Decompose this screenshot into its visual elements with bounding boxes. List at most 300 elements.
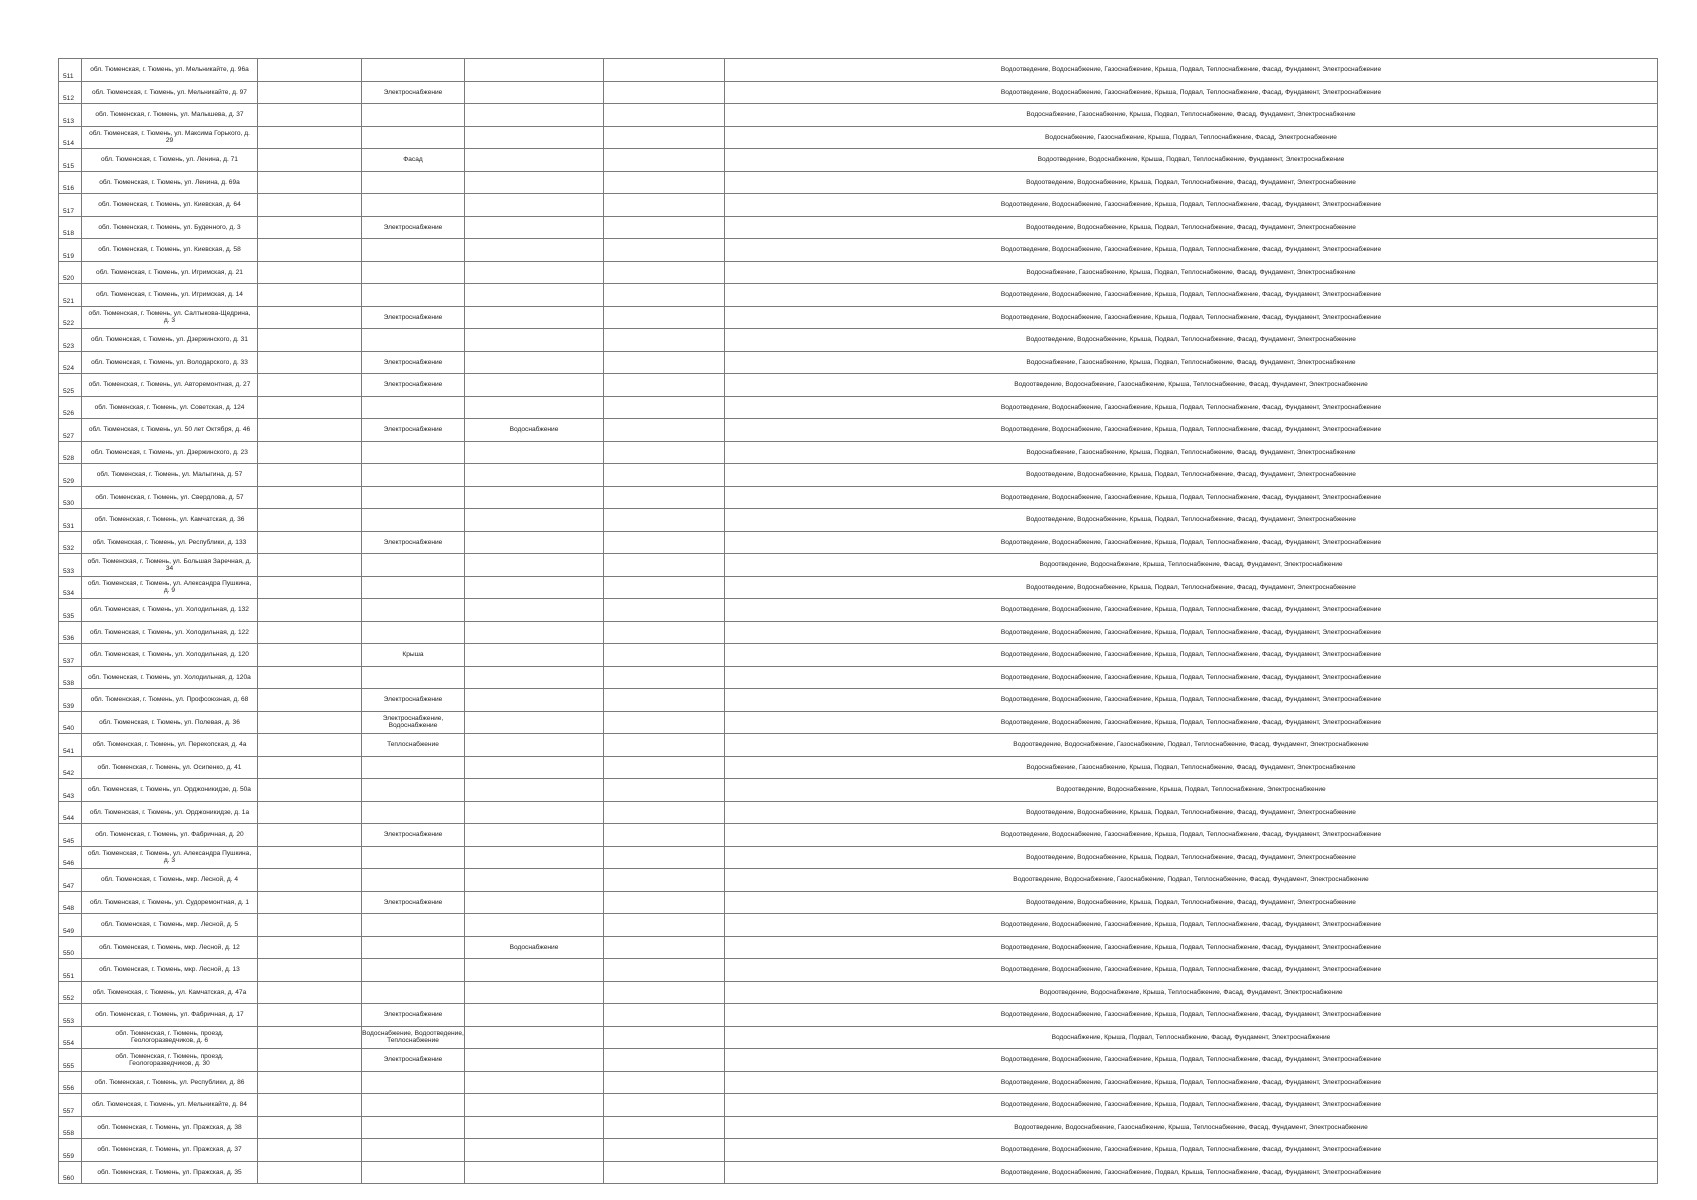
column-3-cell — [258, 59, 362, 82]
column-5-cell — [465, 689, 604, 712]
column-4-cell — [362, 59, 465, 82]
column-6-cell — [604, 1139, 725, 1162]
row-number-cell: 521 — [59, 284, 82, 307]
column-4-cell: Электроснабжение — [362, 824, 465, 847]
column-5-cell — [465, 666, 604, 689]
works-list-cell: Водоотведение, Водоснабжение, Газоснабжение, Крыша, Подвал, Теплоснабжение, Фасад, Фундамент, Электроснабжение — [725, 81, 1658, 104]
column-5-cell — [465, 531, 604, 554]
column-4-cell — [362, 801, 465, 824]
works-list-cell: Водоснабжение, Газоснабжение, Крыша, Подвал, Теплоснабжение, Фасад, Фундамент, Электроснабжение — [725, 104, 1658, 127]
column-5-cell — [465, 1116, 604, 1139]
table-row — [59, 644, 1658, 667]
address-cell: обл. Тюменская, г. Тюмень, ул. Салтыкова-Щедрина, д. 3 — [82, 306, 258, 329]
works-list-cell: Водоотведение, Водоснабжение, Крыша, Подвал, Теплоснабжение, Фасад, Фундамент, Электроснабжение — [725, 464, 1658, 487]
works-list-cell: Водоотведение, Водоснабжение, Крыша, Теплоснабжение, Фасад, Фундамент, Электроснабжение — [725, 554, 1658, 577]
row-number-cell: 532 — [59, 531, 82, 554]
column-5-cell — [465, 1139, 604, 1162]
address-cell: обл. Тюменская, г. Тюмень, мкр. Лесной, д. 13 — [82, 959, 258, 982]
column-6-cell — [604, 666, 725, 689]
column-5-cell — [465, 801, 604, 824]
address-cell: обл. Тюменская, г. Тюмень, ул. Малыгина, д. 57 — [82, 464, 258, 487]
column-3-cell — [258, 239, 362, 262]
column-5-cell — [465, 1094, 604, 1117]
column-3-cell — [258, 464, 362, 487]
row-number-cell: 526 — [59, 396, 82, 419]
row-number-cell: 514 — [59, 126, 82, 149]
address-cell: обл. Тюменская, г. Тюмень, ул. Киевская, д. 58 — [82, 239, 258, 262]
works-list-cell: Водоотведение, Водоснабжение, Газоснабжение, Крыша, Подвал, Теплоснабжение, Фасад, Фундамент, Электроснабжение — [725, 666, 1658, 689]
row-number-cell: 554 — [59, 1026, 82, 1049]
address-cell: обл. Тюменская, г. Тюмень, мкр. Лесной, д. 5 — [82, 914, 258, 937]
column-5-cell — [465, 284, 604, 307]
table-row — [59, 891, 1658, 914]
table-row — [59, 1161, 1658, 1184]
table-row — [59, 509, 1658, 532]
column-4-cell — [362, 914, 465, 937]
table-row — [59, 104, 1658, 127]
table-row — [59, 464, 1658, 487]
address-cell: обл. Тюменская, г. Тюмень, ул. Пражская, д. 38 — [82, 1116, 258, 1139]
column-6-cell — [604, 81, 725, 104]
table-row — [59, 1049, 1658, 1072]
table-row — [59, 711, 1658, 734]
table-row — [59, 959, 1658, 982]
address-cell: обл. Тюменская, г. Тюмень, ул. Володарского, д. 33 — [82, 351, 258, 374]
row-number-cell: 556 — [59, 1071, 82, 1094]
address-cell: обл. Тюменская, г. Тюмень, проезд. Геологоразведчиков, д. 6 — [82, 1026, 258, 1049]
column-5-cell — [465, 576, 604, 599]
address-cell: обл. Тюменская, г. Тюмень, ул. Александра Пушкина, д. 3 — [82, 846, 258, 869]
table-row — [59, 419, 1658, 442]
column-3-cell — [258, 216, 362, 239]
column-4-cell — [362, 441, 465, 464]
column-4-cell — [362, 869, 465, 892]
row-number-cell: 517 — [59, 194, 82, 217]
column-3-cell — [258, 126, 362, 149]
column-5-cell — [465, 621, 604, 644]
works-list-cell: Водоотведение, Водоснабжение, Газоснабжение, Крыша, Подвал, Теплоснабжение, Фасад, Фундамент, Электроснабжение — [725, 284, 1658, 307]
column-5-cell — [465, 486, 604, 509]
column-4-cell — [362, 261, 465, 284]
works-list-cell: Водоотведение, Водоснабжение, Крыша, Подвал, Теплоснабжение, Электроснабжение — [725, 779, 1658, 802]
address-cell: обл. Тюменская, г. Тюмень, мкр. Лесной, д. 4 — [82, 869, 258, 892]
row-number-cell: 524 — [59, 351, 82, 374]
column-4-cell — [362, 1116, 465, 1139]
column-5-cell — [465, 171, 604, 194]
column-4-cell — [362, 464, 465, 487]
row-number-cell: 516 — [59, 171, 82, 194]
column-5-cell: Водоснабжение — [465, 936, 604, 959]
works-list-cell: Водоотведение, Водоснабжение, Газоснабжение, Крыша, Подвал, Теплоснабжение, Фасад, Фундамент, Электроснабжение — [725, 396, 1658, 419]
works-list-cell: Водоотведение, Водоснабжение, Газоснабжение, Подвал, Теплоснабжение, Фасад, Фундамент, Электроснабжение — [725, 869, 1658, 892]
column-3-cell — [258, 1004, 362, 1027]
address-cell: обл. Тюменская, г. Тюмень, ул. Фабричная, д. 17 — [82, 1004, 258, 1027]
column-5-cell — [465, 464, 604, 487]
table-row — [59, 149, 1658, 172]
table-row — [59, 981, 1658, 1004]
address-cell: обл. Тюменская, г. Тюмень, ул. Холодильная, д. 122 — [82, 621, 258, 644]
address-cell: обл. Тюменская, г. Тюмень, ул. Максима Горького, д. 29 — [82, 126, 258, 149]
column-3-cell — [258, 1094, 362, 1117]
column-6-cell — [604, 801, 725, 824]
works-list-cell: Водоотведение, Водоснабжение, Газоснабжение, Крыша, Подвал, Теплоснабжение, Фасад, Фундамент, Электроснабжение — [725, 689, 1658, 712]
works-list-cell: Водоотведение, Водоснабжение, Крыша, Подвал, Теплоснабжение, Фасад, Фундамент, Электроснабжение — [725, 846, 1658, 869]
row-number-cell: 527 — [59, 419, 82, 442]
row-number-cell: 550 — [59, 936, 82, 959]
column-3-cell — [258, 554, 362, 577]
works-list-cell: Водоотведение, Водоснабжение, Газоснабжение, Крыша, Теплоснабжение, Фасад, Фундамент, Электроснабжение — [725, 1116, 1658, 1139]
column-4-cell: Электроснабжение — [362, 216, 465, 239]
works-list-cell: Водоотведение, Водоснабжение, Крыша, Подвал, Теплоснабжение, Фасад, Фундамент, Электроснабжение — [725, 576, 1658, 599]
table-row — [59, 531, 1658, 554]
column-6-cell — [604, 306, 725, 329]
row-number-cell: 552 — [59, 981, 82, 1004]
column-3-cell — [258, 171, 362, 194]
row-number-cell: 522 — [59, 306, 82, 329]
column-4-cell — [362, 171, 465, 194]
column-4-cell — [362, 194, 465, 217]
column-6-cell — [604, 59, 725, 82]
column-5-cell — [465, 81, 604, 104]
column-5-cell — [465, 329, 604, 352]
table-row — [59, 779, 1658, 802]
address-cell: обл. Тюменская, г. Тюмень, ул. Пражская, д. 35 — [82, 1161, 258, 1184]
table-row — [59, 869, 1658, 892]
column-5-cell — [465, 711, 604, 734]
column-3-cell — [258, 1026, 362, 1049]
column-4-cell — [362, 329, 465, 352]
column-5-cell — [465, 261, 604, 284]
column-4-cell — [362, 981, 465, 1004]
column-3-cell — [258, 846, 362, 869]
works-list-cell: Водоотведение, Водоснабжение, Газоснабжение, Крыша, Подвал, Теплоснабжение, Фасад, Фундамент, Электроснабжение — [725, 936, 1658, 959]
address-cell: обл. Тюменская, г. Тюмень, ул. Камчатская, д. 36 — [82, 509, 258, 532]
address-cell: обл. Тюменская, г. Тюмень, ул. Мельникайте, д. 84 — [82, 1094, 258, 1117]
works-list-cell: Водоотведение, Водоснабжение, Газоснабжение, Крыша, Подвал, Теплоснабжение, Фасад, Фундамент, Электроснабжение — [725, 1139, 1658, 1162]
column-5-cell — [465, 306, 604, 329]
column-3-cell — [258, 441, 362, 464]
column-6-cell — [604, 936, 725, 959]
column-5-cell — [465, 216, 604, 239]
column-4-cell — [362, 126, 465, 149]
column-6-cell — [604, 104, 725, 127]
row-number-cell: 539 — [59, 689, 82, 712]
table-row — [59, 171, 1658, 194]
column-3-cell — [258, 374, 362, 397]
table-row — [59, 126, 1658, 149]
column-6-cell — [604, 509, 725, 532]
column-6-cell — [604, 149, 725, 172]
table-row — [59, 666, 1658, 689]
row-number-cell: 545 — [59, 824, 82, 847]
column-4-cell — [362, 666, 465, 689]
works-list-cell: Водоснабжение, Газоснабжение, Крыша, Подвал, Теплоснабжение, Фасад, Электроснабжение — [725, 126, 1658, 149]
column-6-cell — [604, 756, 725, 779]
column-5-cell — [465, 149, 604, 172]
table-row — [59, 1139, 1658, 1162]
works-list-cell: Водоотведение, Водоснабжение, Газоснабжение, Подвал, Крыша, Теплоснабжение, Фасад, Фундамент, Электроснабжение — [725, 1161, 1658, 1184]
column-3-cell — [258, 194, 362, 217]
column-5-cell — [465, 869, 604, 892]
row-number-cell: 534 — [59, 576, 82, 599]
row-number-cell: 542 — [59, 756, 82, 779]
address-cell: обл. Тюменская, г. Тюмень, ул. Фабричная, д. 20 — [82, 824, 258, 847]
row-number-cell: 519 — [59, 239, 82, 262]
row-number-cell: 523 — [59, 329, 82, 352]
table-row — [59, 351, 1658, 374]
table-row — [59, 194, 1658, 217]
column-4-cell — [362, 756, 465, 779]
table-row — [59, 1071, 1658, 1094]
column-4-cell: Электроснабжение — [362, 891, 465, 914]
works-list-cell: Водоотведение, Водоснабжение, Газоснабжение, Крыша, Подвал, Теплоснабжение, Фасад, Фундамент, Электроснабжение — [725, 239, 1658, 262]
address-cell: обл. Тюменская, г. Тюмень, ул. Мельникайте, д. 96а — [82, 59, 258, 82]
works-list-cell: Водоотведение, Водоснабжение, Газоснабжение, Крыша, Подвал, Теплоснабжение, Фасад, Фундамент, Электроснабжение — [725, 59, 1658, 82]
works-list-cell: Водоотведение, Водоснабжение, Крыша, Подвал, Теплоснабжение, Фасад, Фундамент, Электроснабжение — [725, 891, 1658, 914]
column-5-cell — [465, 351, 604, 374]
row-number-cell: 551 — [59, 959, 82, 982]
column-4-cell — [362, 396, 465, 419]
works-list-cell: Водоотведение, Водоснабжение, Крыша, Подвал, Теплоснабжение, Фасад, Фундамент, Электроснабжение — [725, 329, 1658, 352]
address-cell: обл. Тюменская, г. Тюмень, ул. Игримская, д. 21 — [82, 261, 258, 284]
address-cell: обл. Тюменская, г. Тюмень, ул. Орджоникидзе, д. 50а — [82, 779, 258, 802]
works-list-cell: Водоотведение, Водоснабжение, Газоснабжение, Крыша, Подвал, Теплоснабжение, Фасад, Фундамент, Электроснабжение — [725, 1004, 1658, 1027]
table-row — [59, 801, 1658, 824]
column-3-cell — [258, 576, 362, 599]
row-number-cell: 511 — [59, 59, 82, 82]
address-cell: обл. Тюменская, г. Тюмень, ул. Холодильная, д. 120а — [82, 666, 258, 689]
column-3-cell — [258, 621, 362, 644]
address-cell: обл. Тюменская, г. Тюмень, ул. Орджоникидзе, д. 1а — [82, 801, 258, 824]
column-5-cell — [465, 441, 604, 464]
column-6-cell — [604, 464, 725, 487]
address-cell: обл. Тюменская, г. Тюмень, ул. Ленина, д. 71 — [82, 149, 258, 172]
address-cell: обл. Тюменская, г. Тюмень, ул. Республики, д. 133 — [82, 531, 258, 554]
works-list-cell: Водоотведение, Водоснабжение, Газоснабжение, Крыша, Подвал, Теплоснабжение, Фасад, Фундамент, Электроснабжение — [725, 419, 1658, 442]
column-5-cell — [465, 1049, 604, 1072]
column-4-cell: Электроснабжение — [362, 689, 465, 712]
column-3-cell — [258, 599, 362, 622]
address-cell: обл. Тюменская, г. Тюмень, проезд. Геологоразведчиков, д. 30 — [82, 1049, 258, 1072]
column-6-cell — [604, 284, 725, 307]
column-6-cell — [604, 126, 725, 149]
address-cell: обл. Тюменская, г. Тюмень, мкр. Лесной, д. 12 — [82, 936, 258, 959]
column-3-cell — [258, 531, 362, 554]
column-3-cell — [258, 1139, 362, 1162]
row-number-cell: 535 — [59, 599, 82, 622]
table-row — [59, 396, 1658, 419]
column-4-cell — [362, 554, 465, 577]
works-list-cell: Водоотведение, Водоснабжение, Газоснабжение, Крыша, Подвал, Теплоснабжение, Фасад, Фундамент, Электроснабжение — [725, 914, 1658, 937]
works-list-cell: Водоотведение, Водоснабжение, Газоснабжение, Крыша, Подвал, Теплоснабжение, Фасад, Фундамент, Электроснабжение — [725, 621, 1658, 644]
column-4-cell: Электроснабжение — [362, 351, 465, 374]
column-3-cell — [258, 824, 362, 847]
column-5-cell — [465, 554, 604, 577]
column-4-cell — [362, 1161, 465, 1184]
column-3-cell — [258, 711, 362, 734]
column-3-cell — [258, 734, 362, 757]
column-5-cell — [465, 374, 604, 397]
column-5-cell — [465, 194, 604, 217]
housing-works-table — [58, 58, 1658, 1184]
column-5-cell — [465, 509, 604, 532]
table-row — [59, 734, 1658, 757]
address-cell: обл. Тюменская, г. Тюмень, ул. Буденного, д. 3 — [82, 216, 258, 239]
column-6-cell — [604, 1161, 725, 1184]
column-6-cell — [604, 239, 725, 262]
row-number-cell: 543 — [59, 779, 82, 802]
column-3-cell — [258, 419, 362, 442]
column-5-cell — [465, 239, 604, 262]
column-3-cell — [258, 509, 362, 532]
column-3-cell — [258, 306, 362, 329]
column-6-cell — [604, 441, 725, 464]
works-list-cell: Водоотведение, Водоснабжение, Газоснабжение, Крыша, Подвал, Теплоснабжение, Фасад, Фундамент, Электроснабжение — [725, 824, 1658, 847]
address-cell: обл. Тюменская, г. Тюмень, ул. Игримская, д. 14 — [82, 284, 258, 307]
works-list-cell: Водоотведение, Водоснабжение, Газоснабжение, Крыша, Подвал, Теплоснабжение, Фасад, Фундамент, Электроснабжение — [725, 959, 1658, 982]
table-row — [59, 1004, 1658, 1027]
row-number-cell: 538 — [59, 666, 82, 689]
column-6-cell — [604, 261, 725, 284]
column-6-cell — [604, 1004, 725, 1027]
works-list-cell: Водоотведение, Водоснабжение, Крыша, Подвал, Теплоснабжение, Фасад, Фундамент, Электроснабжение — [725, 509, 1658, 532]
address-cell: обл. Тюменская, г. Тюмень, ул. 50 лет Октября, д. 46 — [82, 419, 258, 442]
table-row — [59, 1094, 1658, 1117]
column-6-cell — [604, 374, 725, 397]
column-4-cell: Электроснабжение, Водоснабжение — [362, 711, 465, 734]
column-3-cell — [258, 149, 362, 172]
row-number-cell: 513 — [59, 104, 82, 127]
column-5-cell — [465, 734, 604, 757]
works-list-cell: Водоснабжение, Газоснабжение, Крыша, Подвал, Теплоснабжение, Фасад, Фундамент, Электроснабжение — [725, 351, 1658, 374]
column-4-cell: Теплоснабжение — [362, 734, 465, 757]
column-5-cell — [465, 756, 604, 779]
column-6-cell — [604, 194, 725, 217]
works-list-cell: Водоотведение, Водоснабжение, Газоснабжение, Крыша, Подвал, Теплоснабжение, Фасад, Фундамент, Электроснабжение — [725, 1049, 1658, 1072]
column-3-cell — [258, 914, 362, 937]
column-3-cell — [258, 261, 362, 284]
column-3-cell — [258, 689, 362, 712]
column-5-cell — [465, 779, 604, 802]
works-list-cell: Водоотведение, Водоснабжение, Газоснабжение, Крыша, Подвал, Теплоснабжение, Фасад, Фундамент, Электроснабжение — [725, 306, 1658, 329]
column-4-cell: Электроснабжение — [362, 1004, 465, 1027]
row-number-cell: 520 — [59, 261, 82, 284]
row-number-cell: 530 — [59, 486, 82, 509]
column-3-cell — [258, 81, 362, 104]
row-number-cell: 518 — [59, 216, 82, 239]
column-3-cell — [258, 801, 362, 824]
works-list-cell: Водоотведение, Водоснабжение, Газоснабжение, Крыша, Подвал, Теплоснабжение, Фасад, Фундамент, Электроснабжение — [725, 644, 1658, 667]
column-6-cell — [604, 171, 725, 194]
row-number-cell: 557 — [59, 1094, 82, 1117]
column-3-cell — [258, 869, 362, 892]
column-6-cell — [604, 351, 725, 374]
row-number-cell: 560 — [59, 1161, 82, 1184]
column-4-cell: Электроснабжение — [362, 419, 465, 442]
column-6-cell — [604, 576, 725, 599]
row-number-cell: 515 — [59, 149, 82, 172]
column-5-cell — [465, 126, 604, 149]
column-6-cell — [604, 891, 725, 914]
row-number-cell: 558 — [59, 1116, 82, 1139]
column-4-cell: Фасад — [362, 149, 465, 172]
column-5-cell — [465, 1161, 604, 1184]
column-5-cell — [465, 914, 604, 937]
column-6-cell — [604, 1116, 725, 1139]
address-cell: обл. Тюменская, г. Тюмень, ул. Республики, д. 86 — [82, 1071, 258, 1094]
column-3-cell — [258, 779, 362, 802]
address-cell: обл. Тюменская, г. Тюмень, ул. Пражская, д. 37 — [82, 1139, 258, 1162]
column-6-cell — [604, 486, 725, 509]
row-number-cell: 553 — [59, 1004, 82, 1027]
column-4-cell — [362, 846, 465, 869]
column-3-cell — [258, 981, 362, 1004]
works-list-cell: Водоотведение, Водоснабжение, Газоснабжение, Крыша, Подвал, Теплоснабжение, Фасад, Фундамент, Электроснабжение — [725, 194, 1658, 217]
table-row — [59, 284, 1658, 307]
column-6-cell — [604, 1026, 725, 1049]
works-list-cell: Водоснабжение, Газоснабжение, Крыша, Подвал, Теплоснабжение, Фасад, Фундамент, Электроснабжение — [725, 261, 1658, 284]
column-5-cell — [465, 1004, 604, 1027]
column-6-cell — [604, 396, 725, 419]
table-row — [59, 914, 1658, 937]
row-number-cell: 531 — [59, 509, 82, 532]
column-5-cell — [465, 59, 604, 82]
column-5-cell — [465, 644, 604, 667]
address-cell: обл. Тюменская, г. Тюмень, ул. Судоремонтная, д. 1 — [82, 891, 258, 914]
column-5-cell — [465, 1026, 604, 1049]
column-6-cell — [604, 1071, 725, 1094]
address-cell: обл. Тюменская, г. Тюмень, ул. Большая Заречная, д. 34 — [82, 554, 258, 577]
column-4-cell — [362, 104, 465, 127]
row-number-cell: 528 — [59, 441, 82, 464]
address-cell: обл. Тюменская, г. Тюмень, ул. Дзержинского, д. 23 — [82, 441, 258, 464]
works-list-cell: Водоснабжение, Крыша, Подвал, Теплоснабжение, Фасад, Фундамент, Электроснабжение — [725, 1026, 1658, 1049]
column-3-cell — [258, 104, 362, 127]
column-6-cell — [604, 554, 725, 577]
works-list-cell: Водоотведение, Водоснабжение, Газоснабжение, Крыша, Подвал, Теплоснабжение, Фасад, Фундамент, Электроснабжение — [725, 1071, 1658, 1094]
column-6-cell — [604, 779, 725, 802]
column-5-cell — [465, 396, 604, 419]
works-list-cell: Водоотведение, Водоснабжение, Газоснабжение, Крыша, Подвал, Теплоснабжение, Фасад, Фундамент, Электроснабжение — [725, 711, 1658, 734]
works-list-cell: Водоотведение, Водоснабжение, Крыша, Теплоснабжение, Фасад, Фундамент, Электроснабжение — [725, 981, 1658, 1004]
row-number-cell: 533 — [59, 554, 82, 577]
address-cell: обл. Тюменская, г. Тюмень, ул. Холодильная, д. 132 — [82, 599, 258, 622]
column-4-cell — [362, 509, 465, 532]
column-3-cell — [258, 351, 362, 374]
address-cell: обл. Тюменская, г. Тюмень, ул. Полевая, д. 36 — [82, 711, 258, 734]
column-4-cell — [362, 621, 465, 644]
table-row — [59, 756, 1658, 779]
column-3-cell — [258, 644, 362, 667]
table-row — [59, 576, 1658, 599]
column-5-cell — [465, 959, 604, 982]
column-6-cell — [604, 621, 725, 644]
table-row — [59, 824, 1658, 847]
works-list-cell: Водоотведение, Водоснабжение, Газоснабжение, Подвал, Теплоснабжение, Фасад, Фундамент, Электроснабжение — [725, 734, 1658, 757]
row-number-cell: 544 — [59, 801, 82, 824]
address-cell: обл. Тюменская, г. Тюмень, ул. Профсоюзная, д. 68 — [82, 689, 258, 712]
works-list-cell: Водоотведение, Водоснабжение, Газоснабжение, Крыша, Подвал, Теплоснабжение, Фасад, Фундамент, Электроснабжение — [725, 1094, 1658, 1117]
column-6-cell — [604, 959, 725, 982]
column-6-cell — [604, 981, 725, 1004]
column-3-cell — [258, 936, 362, 959]
column-3-cell — [258, 756, 362, 779]
column-6-cell — [604, 599, 725, 622]
table-row — [59, 689, 1658, 712]
row-number-cell: 541 — [59, 734, 82, 757]
column-3-cell — [258, 1161, 362, 1184]
column-6-cell — [604, 734, 725, 757]
